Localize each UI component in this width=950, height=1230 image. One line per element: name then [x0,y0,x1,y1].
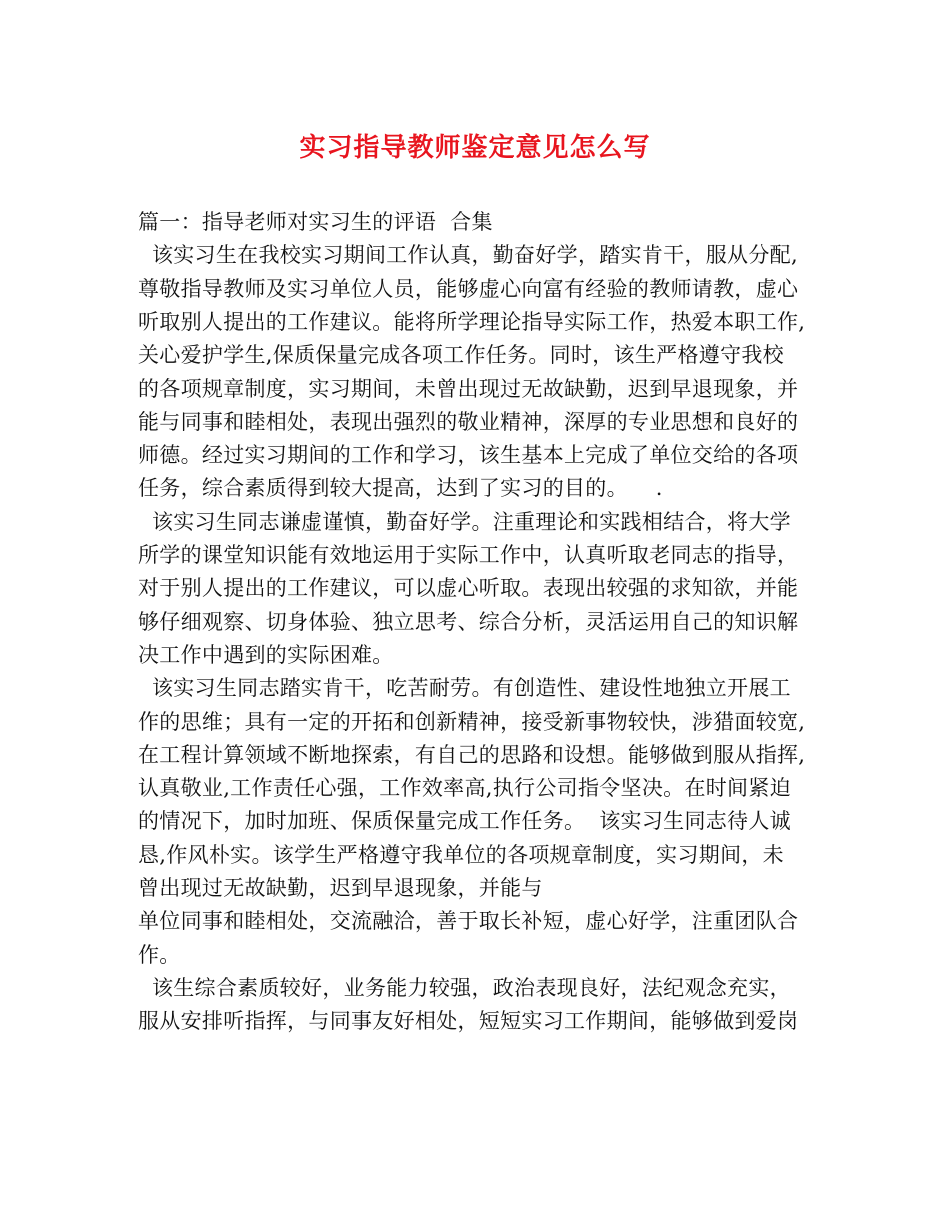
text-line: 关心爱护学生,保质保量完成各项工作任务。同时，该生严格遵守我校 [138,343,784,368]
text-line: 恳,作风朴实。该学生严格遵守我单位的各项规章制度，实习期间，未 [138,842,784,867]
text-line: 作。 [138,942,181,967]
text-line: 服从安排听指挥，与同事友好相处，短短实习工作期间，能够做到爱岗 [138,1009,799,1034]
text-line: 够仔细观察、切身体验、独立思考、综合分析，灵活运用自己的知识解 [138,609,799,634]
text-line: 任务，综合素质得到较大提高，达到了实习的目的。 . [138,476,663,501]
text-line: 对于别人提出的工作建议，可以虚心听取。表现出较强的求知欲，并能 [138,576,799,601]
text-line: 作的思维；具有一定的开拓和创新精神，接受新事物较快，涉猎面较宽, [138,709,806,734]
text-line: 的各项规章制度，实习期间，未曾出现过无故缺勤，迟到早退现象，并 [138,376,799,401]
text-line: 篇一：指导老师对实习生的评语 合集 [138,210,493,234]
text-line: 听取别人提出的工作建议。能将所学理论指导实际工作，热爱本职工作, [138,309,806,334]
text-line: 师德。经过实习期间的工作和学习，该生基本上完成了单位交给的各项 [138,443,799,468]
text-line: 在工程计算领域不断地探索，有自己的思路和设想。能够做到服从指挥, [138,742,806,767]
text-line: 该实习生同志谦虚谨慎，勤奋好学。注重理论和实践相结合，将大学 [138,509,791,534]
text-line: 能与同事和睦相处，表现出强烈的敬业精神，深厚的专业思想和良好的 [138,409,799,434]
text-line: 所学的课堂知识能有效地运用于实际工作中，认真听取老同志的指导， [138,543,799,567]
text-line: 决工作中遇到的实际困难。 [138,642,394,667]
text-line: 该实习生同志踏实肯干，吃苦耐劳。有创造性、建设性地独立开展工 [138,676,791,701]
text-line: 尊敬指导教师及实习单位人员，能够虚心向富有经验的教师请教，虚心 [138,276,799,301]
text-line: 单位同事和睦相处，交流融洽，善于取长补短，虚心好学，注重团队合 [138,909,799,934]
text-line: 的情况下，加时加班、保质保量完成工作任务。 该实习生同志待人诚 [138,809,791,834]
text-line: 该生综合素质较好，业务能力较强，政治表现良好，法纪观念充实， [138,975,791,1000]
text-line: 认真敬业,工作责任心强，工作效率高,执行公司指令坚决。在时间紧迫 [138,776,791,801]
text-line: 曾出现过无故缺勤，迟到早退现象，并能与 [138,876,543,900]
text-line: 该实习生在我校实习期间工作认真，勤奋好学，踏实肯干，服从分配, [138,243,798,268]
document-title: 实习指导教师鉴定意见怎么写 [299,133,651,163]
